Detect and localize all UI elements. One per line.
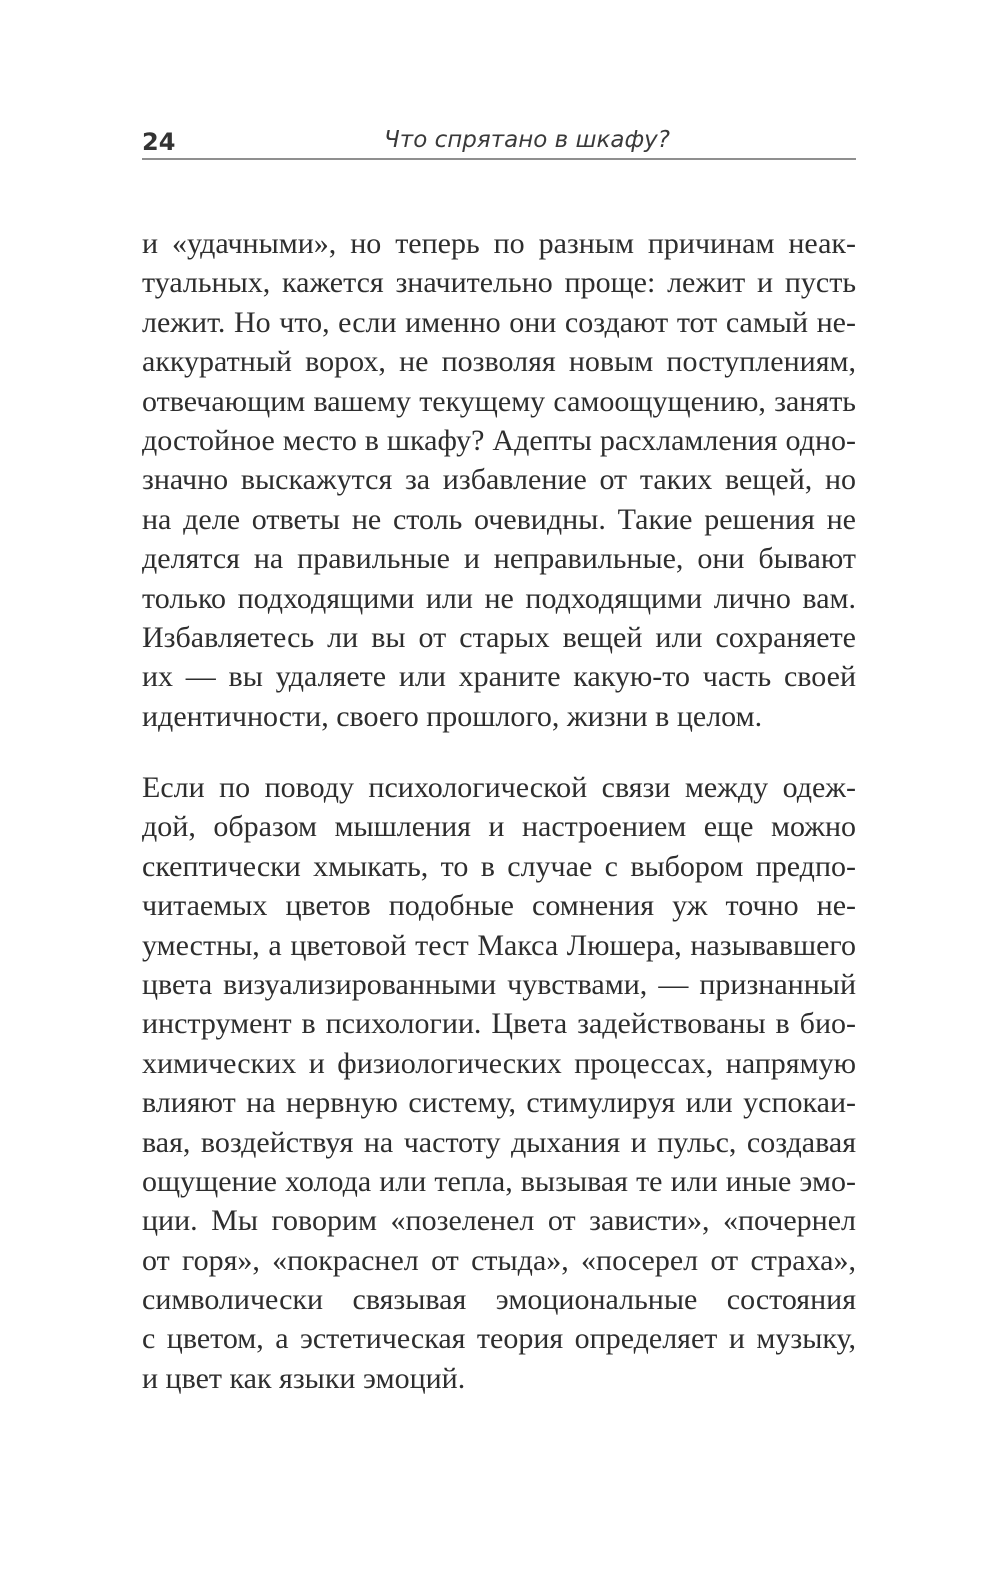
text-line: вая, воздействуя на частоту дыхания и пульс, создавая [142, 1125, 856, 1159]
text-line: влияют на нервную систему, стимулируя или успокаи- [142, 1086, 856, 1120]
text-line: и «удачными», но теперь по разным причинам неак- [142, 227, 856, 260]
text-line: их — вы удаляете или храните какую-то часть своей [142, 660, 856, 694]
page-number: 24 [142, 128, 176, 156]
text-line: ции. Мы говорим «позеленел от зависти», «почернел [142, 1204, 856, 1238]
text-line: на деле ответы не столь очевидны. Такие решения не [142, 502, 856, 536]
text-line: аккуратный ворох, не позволяя новым поступлениям, [142, 345, 856, 379]
paragraph-2 [142, 768, 856, 1398]
text-line: уместны, а цветовой тест Макса Люшера, называвшего [142, 928, 856, 962]
text-line: читаемых цветов подобные сомнения уж точно не- [142, 889, 856, 923]
text-line: Избавляетесь ли вы от старых вещей или сохраняете [142, 620, 856, 654]
text-line: скептически хмыкать, то в случае с выбором предпо- [142, 849, 856, 883]
text-line: от горя», «покраснел от стыда», «посерел от страха», [142, 1243, 856, 1277]
text-line: идентичности, своего прошлого, жизни в целом. [142, 699, 763, 733]
text-line: химических и физиологических процессах, напрямую [142, 1046, 856, 1080]
text-line: цвета визуализированными чувствами, — признанный [142, 967, 856, 1001]
text-line: с цветом, а эстетическая теория определяет и музыку, [142, 1322, 856, 1356]
running-title: Что спрятано в шкафу? [384, 127, 670, 153]
running-header [142, 118, 856, 160]
text-line: туальных, кажется значительно проще: лежит и пусть [142, 266, 856, 300]
text-line: дой, образом мышления и настроением еще можно [142, 810, 856, 844]
text-line: символически связывая эмоциональные состояния [142, 1283, 856, 1317]
text-line: отвечающим вашему текущему самоощущению, занять [142, 384, 856, 418]
text-line: значно выскажутся за избавление от таких вещей, но [142, 463, 856, 497]
text-line: Если по поводу психологической связи между одеж- [142, 771, 856, 804]
text-line: ощущение холода или тепла, вызывая те или иные эмо- [142, 1164, 856, 1198]
paragraph-1 [142, 224, 856, 736]
text-line: достойное место в шкафу? Адепты расхламления одно- [142, 423, 856, 457]
text-line: лежит. Но что, если именно они создают тот самый не- [142, 305, 856, 339]
text-line: только подходящими или не подходящими лично вам. [142, 581, 856, 615]
text-line: инструмент в психологии. Цвета задействованы в био- [142, 1007, 856, 1041]
text-line: и цвет как языки эмоций. [142, 1361, 466, 1395]
text-line: делятся на правильные и неправильные, они бывают [142, 542, 856, 576]
